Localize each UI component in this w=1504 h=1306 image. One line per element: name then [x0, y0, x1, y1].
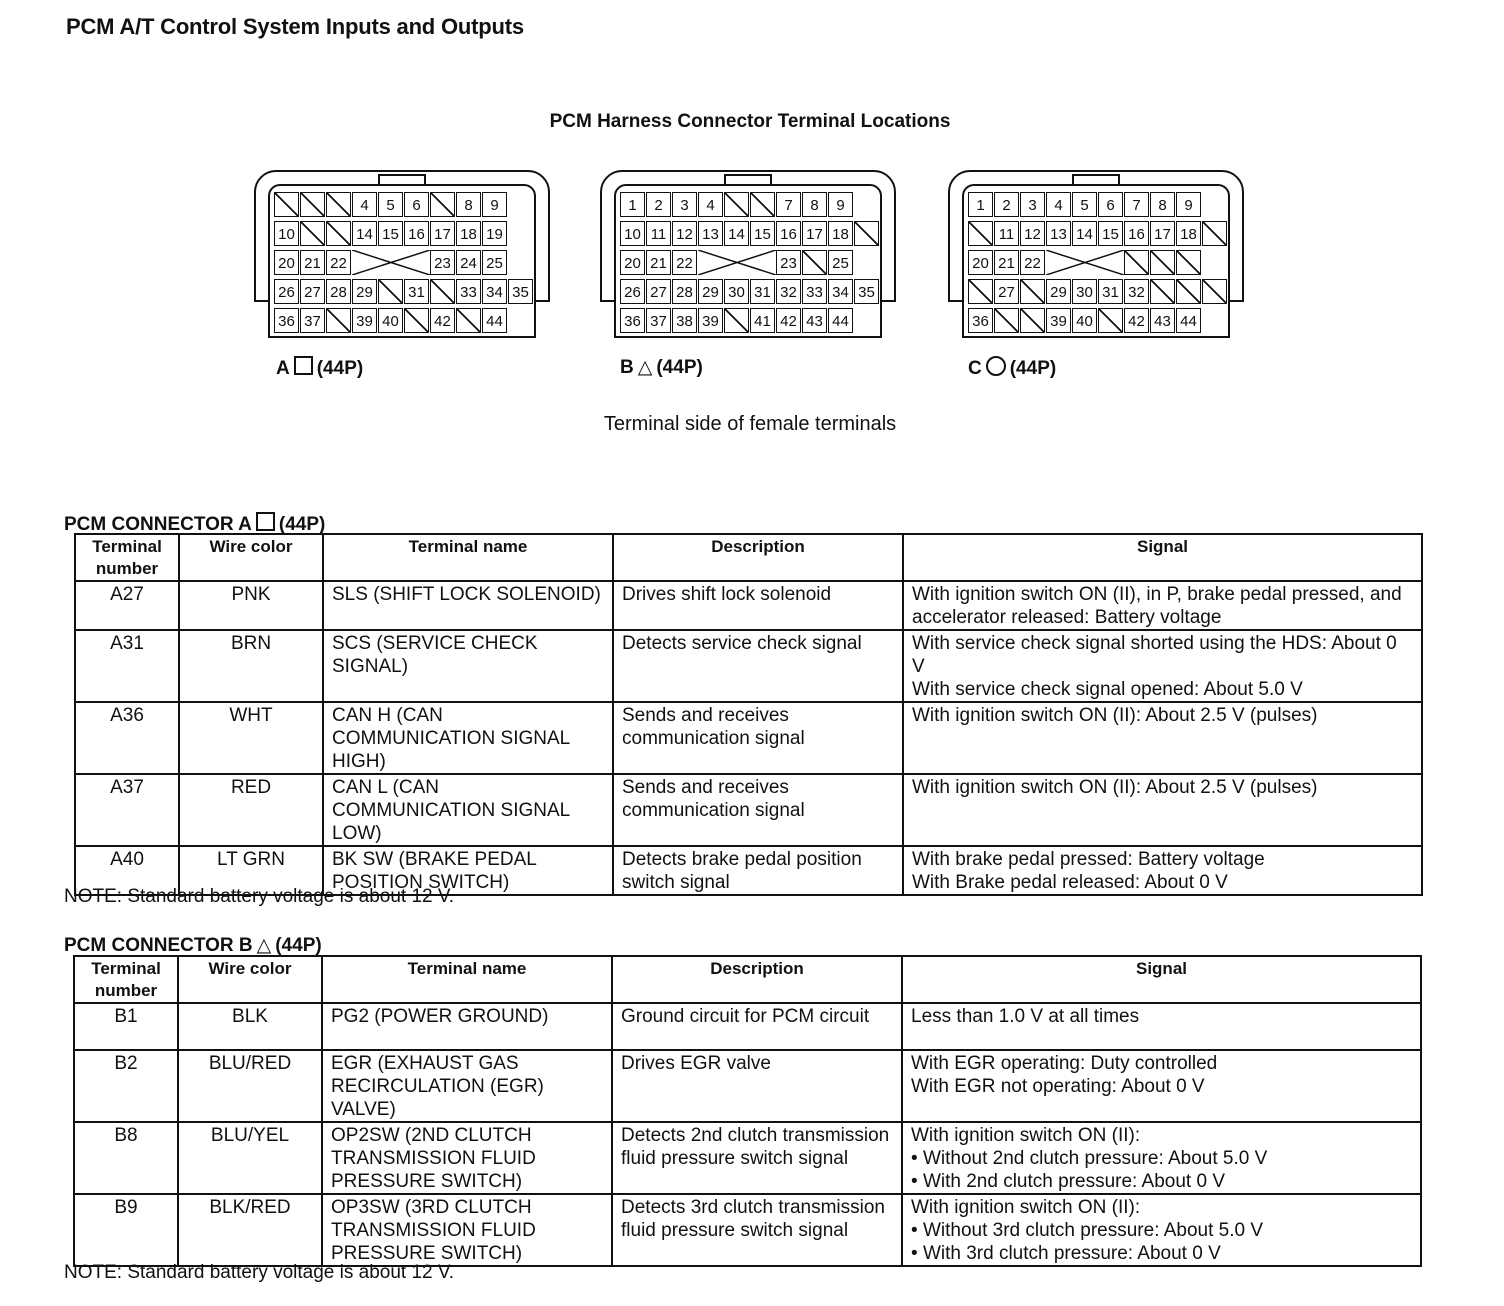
terminal-cell: 8 [1150, 192, 1175, 217]
terminal-cell: 17 [1150, 221, 1175, 246]
wire-color-cell: BLK/RED [178, 1194, 322, 1266]
terminal-row [968, 279, 1228, 308]
terminal-cell: 27 [300, 279, 325, 304]
terminal-cell: 29 [352, 279, 377, 304]
diagram-title: PCM Harness Connector Terminal Locations [549, 111, 951, 132]
terminal-row [274, 192, 534, 221]
header-signal: Signal [902, 956, 1421, 1003]
description-cell: Drives EGR valve [612, 1050, 902, 1122]
terminal-cell: 15 [378, 221, 403, 246]
terminal-cell: 27 [646, 279, 671, 304]
signal-cell [902, 1050, 1421, 1122]
terminal-cell: 44 [1176, 308, 1201, 333]
signal-cell [903, 630, 1422, 702]
square-icon [256, 512, 275, 531]
key-cross-icon [1046, 250, 1124, 275]
header-description: Description [613, 534, 903, 581]
terminal-cell: 44 [482, 308, 507, 333]
table-row [74, 1122, 1421, 1194]
connector-b-grid [620, 192, 880, 337]
signal-line: With ignition switch ON (II): [911, 1197, 1141, 1218]
header-signal: Signal [903, 534, 1422, 581]
terminal-number-cell: A37 [75, 774, 179, 846]
terminal-row [274, 279, 534, 308]
signal-line: With ignition switch ON (II): [911, 1125, 1141, 1146]
description-cell: Sends and receives communication signal [613, 702, 903, 774]
connector-c-diagram [948, 170, 1244, 342]
blank-terminal [994, 308, 1019, 333]
signal-line: With service check signal shorted using the HDS: About 0 V [912, 633, 1397, 677]
terminal-cell: 39 [1046, 308, 1071, 333]
signal-bullet-list [911, 1147, 1412, 1193]
terminal-cell: 7 [1124, 192, 1149, 217]
terminal-cell: 23 [430, 250, 455, 275]
terminal-cell: 12 [1020, 221, 1045, 246]
blank-terminal [1202, 221, 1227, 246]
description-cell: Drives shift lock solenoid [613, 581, 903, 630]
blank-terminal [1098, 308, 1123, 333]
connector-b-note: NOTE: Standard battery voltage is about 12 V. [64, 1262, 455, 1283]
terminal-cell: 29 [698, 279, 723, 304]
blank-terminal [1176, 250, 1201, 275]
terminal-cell: 33 [802, 279, 827, 304]
signal-bullet: • Without 2nd clutch pressure: About 5.0 V [911, 1147, 1412, 1170]
blank-terminal [802, 250, 827, 275]
signal-line: With EGR not operating: About 0 V [911, 1076, 1205, 1097]
terminal-cell: 32 [1124, 279, 1149, 304]
terminal-cell: 27 [994, 279, 1019, 304]
signal-line: With service check signal opened: About 5.0 V [912, 679, 1303, 700]
signal-cell [902, 1122, 1421, 1194]
terminal-cell: 42 [430, 308, 455, 333]
terminal-cell: 18 [1176, 221, 1201, 246]
signal-cell [902, 1194, 1421, 1266]
terminal-cell: 35 [508, 279, 533, 304]
description-cell: Detects brake pedal position switch signal [613, 846, 903, 895]
terminal-cell: 18 [456, 221, 481, 246]
terminal-cell: 16 [776, 221, 801, 246]
terminal-cell: 16 [1124, 221, 1149, 246]
terminal-cell: 28 [326, 279, 351, 304]
blank-terminal [430, 279, 455, 304]
blank-terminal [724, 308, 749, 333]
terminal-number-cell: B9 [74, 1194, 178, 1266]
terminal-cell: 20 [274, 250, 299, 275]
wire-color-cell: PNK [179, 581, 323, 630]
terminal-cell: 4 [698, 192, 723, 217]
terminal-cell: 1 [620, 192, 645, 217]
blank-terminal [326, 192, 351, 217]
terminal-name-cell: PG2 (POWER GROUND) [322, 1003, 612, 1050]
connector-a-table [74, 533, 1423, 896]
blank-terminal [326, 221, 351, 246]
connector-b-table [73, 955, 1422, 1267]
blank-terminal [456, 308, 481, 333]
signal-cell [903, 846, 1422, 895]
triangle-icon: △ [256, 935, 272, 956]
table-row [75, 630, 1422, 702]
terminal-row [274, 308, 534, 337]
header-wire-color: Wire color [178, 956, 322, 1003]
connector-c-label: C (44P) [968, 358, 1057, 379]
blank-terminal [854, 221, 879, 246]
terminal-row [620, 279, 880, 308]
terminal-cell: 31 [404, 279, 429, 304]
terminal-number-cell: B1 [74, 1003, 178, 1050]
terminal-cell: 20 [968, 250, 993, 275]
circle-icon [986, 356, 1006, 376]
terminal-row [968, 221, 1228, 250]
description-cell: Detects 2nd clutch transmission fluid pressure switch signal [612, 1122, 902, 1194]
terminal-cell: 3 [672, 192, 697, 217]
connector-a-label: A (44P) [276, 358, 364, 379]
terminal-cell: 34 [828, 279, 853, 304]
header-wire-color: Wire color [179, 534, 323, 581]
connector-a-note: NOTE: Standard battery voltage is about 12 V. [64, 886, 455, 907]
connector-b-label: B △ (44P) [620, 357, 703, 378]
signal-line: With ignition switch ON (II): About 2.5 V (pulses) [912, 705, 1318, 726]
terminal-cell: 23 [776, 250, 801, 275]
terminal-cell: 8 [802, 192, 827, 217]
signal-bullet: • Without 3rd clutch pressure: About 5.0 V [911, 1219, 1412, 1242]
terminal-name-cell: OP3SW (3RD CLUTCH TRANSMISSION FLUID PRESSURE SWITCH) [322, 1194, 612, 1266]
signal-bullet: • With 3rd clutch pressure: About 0 V [911, 1242, 1412, 1265]
terminal-cell: 13 [698, 221, 723, 246]
connector-c-grid [968, 192, 1228, 337]
blank-terminal [968, 221, 993, 246]
terminal-cell: 14 [1072, 221, 1097, 246]
blank-terminal [1150, 279, 1175, 304]
description-cell: Detects 3rd clutch transmission fluid pressure switch signal [612, 1194, 902, 1266]
terminal-cell: 22 [1020, 250, 1045, 275]
terminal-cell: 5 [378, 192, 403, 217]
terminal-cell: 21 [646, 250, 671, 275]
wire-color-cell: BRN [179, 630, 323, 702]
terminal-cell: 41 [750, 308, 775, 333]
terminal-cell: 11 [994, 221, 1019, 246]
blank-terminal [1176, 279, 1201, 304]
terminal-cell: 20 [620, 250, 645, 275]
blank-terminal [968, 279, 993, 304]
blank-terminal [300, 192, 325, 217]
terminal-cell: 38 [672, 308, 697, 333]
terminal-cell: 17 [430, 221, 455, 246]
terminal-cell: 9 [482, 192, 507, 217]
triangle-icon: △ [637, 357, 653, 378]
connector-a-grid [274, 192, 534, 337]
terminal-number-cell: A31 [75, 630, 179, 702]
terminal-cell: 6 [1098, 192, 1123, 217]
signal-bullet-list [911, 1219, 1412, 1265]
terminal-row [620, 221, 880, 250]
table-row [74, 1194, 1421, 1266]
terminal-name-cell: SCS (SERVICE CHECK SIGNAL) [323, 630, 613, 702]
blank-terminal [1124, 250, 1149, 275]
terminal-number-cell: A27 [75, 581, 179, 630]
square-icon [294, 356, 313, 375]
description-cell: Sends and receives communication signal [613, 774, 903, 846]
blank-terminal [404, 308, 429, 333]
terminal-cell: 29 [1046, 279, 1071, 304]
terminal-cell: 9 [1176, 192, 1201, 217]
blank-terminal [1150, 250, 1175, 275]
key-cross-icon [698, 250, 776, 275]
terminal-cell: 40 [378, 308, 403, 333]
terminal-name-cell: CAN L (CAN COMMUNICATION SIGNAL LOW) [323, 774, 613, 846]
terminal-row [620, 192, 880, 221]
terminal-cell: 14 [352, 221, 377, 246]
signal-line: Less than 1.0 V at all times [911, 1006, 1140, 1027]
blank-terminal [1202, 279, 1227, 304]
terminal-cell: 30 [1072, 279, 1097, 304]
terminal-name-cell: BK SW (BRAKE PEDAL POSITION SWITCH) [323, 846, 613, 895]
blank-terminal [430, 192, 455, 217]
terminal-number-cell: A36 [75, 702, 179, 774]
signal-cell [903, 774, 1422, 846]
blank-terminal [274, 192, 299, 217]
terminal-name-cell: OP2SW (2ND CLUTCH TRANSMISSION FLUID PRESSURE SWITCH) [322, 1122, 612, 1194]
terminal-cell: 34 [482, 279, 507, 304]
blank-terminal [724, 192, 749, 217]
signal-line: With brake pedal pressed: Battery voltage [912, 849, 1265, 870]
signal-cell [903, 702, 1422, 774]
terminal-cell: 12 [672, 221, 697, 246]
blank-terminal [750, 192, 775, 217]
blank-terminal [300, 221, 325, 246]
blank-terminal [1020, 308, 1045, 333]
table-row [74, 1003, 1421, 1050]
wire-color-cell: RED [179, 774, 323, 846]
terminal-cell: 8 [456, 192, 481, 217]
signal-line: With ignition switch ON (II), in P, brake pedal pressed, and accelerator released: Battery voltage [912, 584, 1402, 628]
terminal-cell: 4 [352, 192, 377, 217]
terminal-cell: 32 [776, 279, 801, 304]
description-cell: Detects service check signal [613, 630, 903, 702]
terminal-cell: 4 [1046, 192, 1071, 217]
terminal-cell: 21 [300, 250, 325, 275]
terminal-cell: 36 [968, 308, 993, 333]
terminal-cell: 9 [828, 192, 853, 217]
terminal-cell: 43 [1150, 308, 1175, 333]
terminal-side-caption: Terminal side of female terminals [603, 413, 897, 435]
wire-color-cell: BLU/YEL [178, 1122, 322, 1194]
table-row [75, 581, 1422, 630]
terminal-cell: 31 [1098, 279, 1123, 304]
header-terminal-name: Terminal name [323, 534, 613, 581]
terminal-cell: 26 [274, 279, 299, 304]
table-row [75, 702, 1422, 774]
terminal-cell: 7 [776, 192, 801, 217]
terminal-cell: 42 [776, 308, 801, 333]
terminal-cell: 37 [646, 308, 671, 333]
signal-line: With EGR operating: Duty controlled [911, 1053, 1218, 1074]
terminal-number-cell: A40 [75, 846, 179, 895]
terminal-name-cell: CAN H (CAN COMMUNICATION SIGNAL HIGH) [323, 702, 613, 774]
terminal-cell: 25 [828, 250, 853, 275]
table-row [75, 774, 1422, 846]
terminal-cell: 2 [646, 192, 671, 217]
table-row [74, 1050, 1421, 1122]
terminal-cell: 40 [1072, 308, 1097, 333]
terminal-cell: 10 [620, 221, 645, 246]
terminal-cell: 11 [646, 221, 671, 246]
terminal-cell: 24 [456, 250, 481, 275]
terminal-cell: 26 [620, 279, 645, 304]
terminal-cell: 39 [698, 308, 723, 333]
wire-color-cell: BLU/RED [178, 1050, 322, 1122]
signal-cell [902, 1003, 1421, 1050]
terminal-cell: 1 [968, 192, 993, 217]
signal-line: With Brake pedal released: About 0 V [912, 872, 1228, 893]
terminal-cell: 42 [1124, 308, 1149, 333]
terminal-cell: 19 [482, 221, 507, 246]
terminal-number-cell: B2 [74, 1050, 178, 1122]
terminal-name-cell: SLS (SHIFT LOCK SOLENOID) [323, 581, 613, 630]
terminal-cell: 39 [352, 308, 377, 333]
wire-color-cell: BLK [178, 1003, 322, 1050]
terminal-cell: 21 [994, 250, 1019, 275]
connector-a-title: PCM CONNECTOR A (44P) [64, 514, 326, 535]
wire-color-cell: LT GRN [179, 846, 323, 895]
signal-cell [903, 581, 1422, 630]
description-cell: Ground circuit for PCM circuit [612, 1003, 902, 1050]
terminal-cell: 22 [672, 250, 697, 275]
terminal-cell: 3 [1020, 192, 1045, 217]
blank-terminal [378, 279, 403, 304]
terminal-cell: 30 [724, 279, 749, 304]
terminal-cell: 15 [750, 221, 775, 246]
connector-b-title: PCM CONNECTOR B △ (44P) [64, 935, 322, 956]
key-cross-icon [352, 250, 430, 275]
terminal-row [968, 192, 1228, 221]
terminal-cell: 36 [274, 308, 299, 333]
terminal-cell: 36 [620, 308, 645, 333]
terminal-cell: 6 [404, 192, 429, 217]
header-terminal-number: Terminal number [75, 534, 179, 581]
terminal-cell: 35 [854, 279, 879, 304]
wire-color-cell: WHT [179, 702, 323, 774]
terminal-cell: 33 [456, 279, 481, 304]
header-terminal-name: Terminal name [322, 956, 612, 1003]
terminal-row [968, 308, 1228, 337]
page-title: PCM A/T Control System Inputs and Outputs [66, 14, 524, 39]
terminal-cell: 28 [672, 279, 697, 304]
header-description: Description [612, 956, 902, 1003]
terminal-row [274, 221, 534, 250]
terminal-cell: 22 [326, 250, 351, 275]
terminal-number-cell: B8 [74, 1122, 178, 1194]
terminal-cell: 15 [1098, 221, 1123, 246]
terminal-cell: 2 [994, 192, 1019, 217]
connector-a-diagram [254, 170, 550, 342]
terminal-cell: 43 [802, 308, 827, 333]
terminal-row [620, 308, 880, 337]
header-terminal-number: Terminal number [74, 956, 178, 1003]
connector-b-diagram [600, 170, 896, 342]
signal-bullet: • With 2nd clutch pressure: About 0 V [911, 1170, 1412, 1193]
terminal-cell: 10 [274, 221, 299, 246]
signal-line: With ignition switch ON (II): About 2.5 V (pulses) [912, 777, 1318, 798]
terminal-cell: 5 [1072, 192, 1097, 217]
terminal-cell: 17 [802, 221, 827, 246]
terminal-cell: 37 [300, 308, 325, 333]
blank-terminal [1020, 279, 1045, 304]
terminal-cell: 44 [828, 308, 853, 333]
terminal-name-cell: EGR (EXHAUST GAS RECIRCULATION (EGR) VALVE) [322, 1050, 612, 1122]
terminal-cell: 14 [724, 221, 749, 246]
terminal-cell: 25 [482, 250, 507, 275]
terminal-cell: 13 [1046, 221, 1071, 246]
terminal-cell: 16 [404, 221, 429, 246]
terminal-cell: 31 [750, 279, 775, 304]
blank-terminal [326, 308, 351, 333]
terminal-cell: 18 [828, 221, 853, 246]
